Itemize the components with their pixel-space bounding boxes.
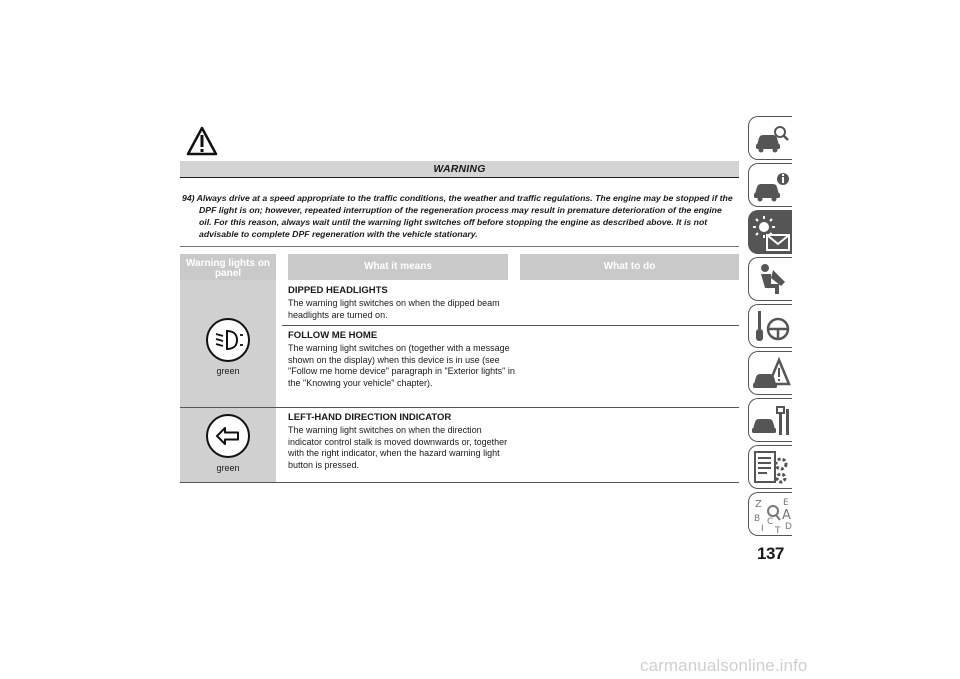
svg-text:B: B: [754, 514, 761, 524]
svg-text:C: C: [767, 517, 774, 527]
warning-triangle-icon: [186, 126, 218, 156]
tab-starting-driving[interactable]: [748, 304, 792, 348]
color-label: green: [216, 463, 240, 473]
warning-text-block: [182, 192, 734, 240]
tab-car-info[interactable]: [748, 163, 792, 207]
row-divider: [180, 407, 739, 408]
row-title: DIPPED HEADLIGHTS: [288, 285, 388, 296]
car-hazard-icon: [749, 352, 793, 396]
warning-text: Always drive at a speed appropriate to the traffic conditions, the weather and traffic regulations. The engine may be stopped if the DPF light is on; however, repeated interruption of the regeneration process may result in premature deterioration of the engine oil. For this reason, always wait until the warning light switches off before stopping the engine as described above. It is not advisable to complete DPF regeneration with the vehicle stationary.: [196, 193, 733, 239]
key-steering-wheel-icon: [749, 305, 793, 349]
color-label: green: [216, 366, 240, 376]
tab-index[interactable]: [748, 492, 792, 536]
svg-text:T: T: [775, 526, 781, 536]
tab-technical-data[interactable]: [748, 445, 792, 489]
svg-text:A: A: [782, 508, 791, 523]
warning-number: 94): [182, 193, 195, 203]
tab-car-search[interactable]: [748, 116, 792, 160]
row-divider: [180, 482, 739, 483]
alphabetical-index-icon: [749, 493, 793, 537]
svg-text:I: I: [761, 524, 764, 534]
row-description: The warning light switches on (together with a message shown on the display) when this device is in use (see "Follow me home device" paragraph in "Exterior lights" in the "Knowing your vehicle" chapter).: [288, 343, 515, 388]
svg-text:E: E: [783, 498, 789, 508]
row-description: The warning light switches on when the dipped beam headlights are turned on.: [288, 298, 500, 320]
header-means: What it means: [288, 254, 508, 280]
row-divider: [282, 325, 739, 326]
footer-watermark: carmanualsonline.info: [640, 656, 808, 675]
row-description: The warning light switches on when the direction indicator control stalk is moved downwards or, together with the right indicator, when the hazard warning light button is pressed.: [288, 425, 508, 470]
car-tools-icon: [749, 399, 793, 443]
header-panel: Warning lights on panel: [180, 254, 276, 280]
warning-box: [180, 181, 739, 247]
dipped-headlights-icon: [206, 318, 250, 362]
tab-emergency[interactable]: [748, 351, 792, 395]
left-direction-indicator-icon: [206, 414, 250, 458]
seat-airbag-icon: [749, 258, 793, 302]
svg-text:Z: Z: [755, 499, 762, 510]
row-title: FOLLOW ME HOME: [288, 330, 378, 341]
specifications-gear-icon: [749, 446, 793, 490]
row-title: LEFT-HAND DIRECTION INDICATOR: [288, 412, 452, 423]
car-info-icon: [749, 164, 793, 208]
car-search-icon: [749, 117, 793, 161]
warning-light-message-icon: [749, 211, 793, 255]
svg-text:D: D: [785, 522, 792, 532]
warning-title: WARNING: [180, 161, 739, 178]
page-number: 137: [757, 544, 784, 563]
tab-warning-lights[interactable]: [748, 210, 792, 254]
tab-servicing[interactable]: [748, 398, 792, 442]
tab-safety[interactable]: [748, 257, 792, 301]
header-todo: What to do: [520, 254, 739, 280]
